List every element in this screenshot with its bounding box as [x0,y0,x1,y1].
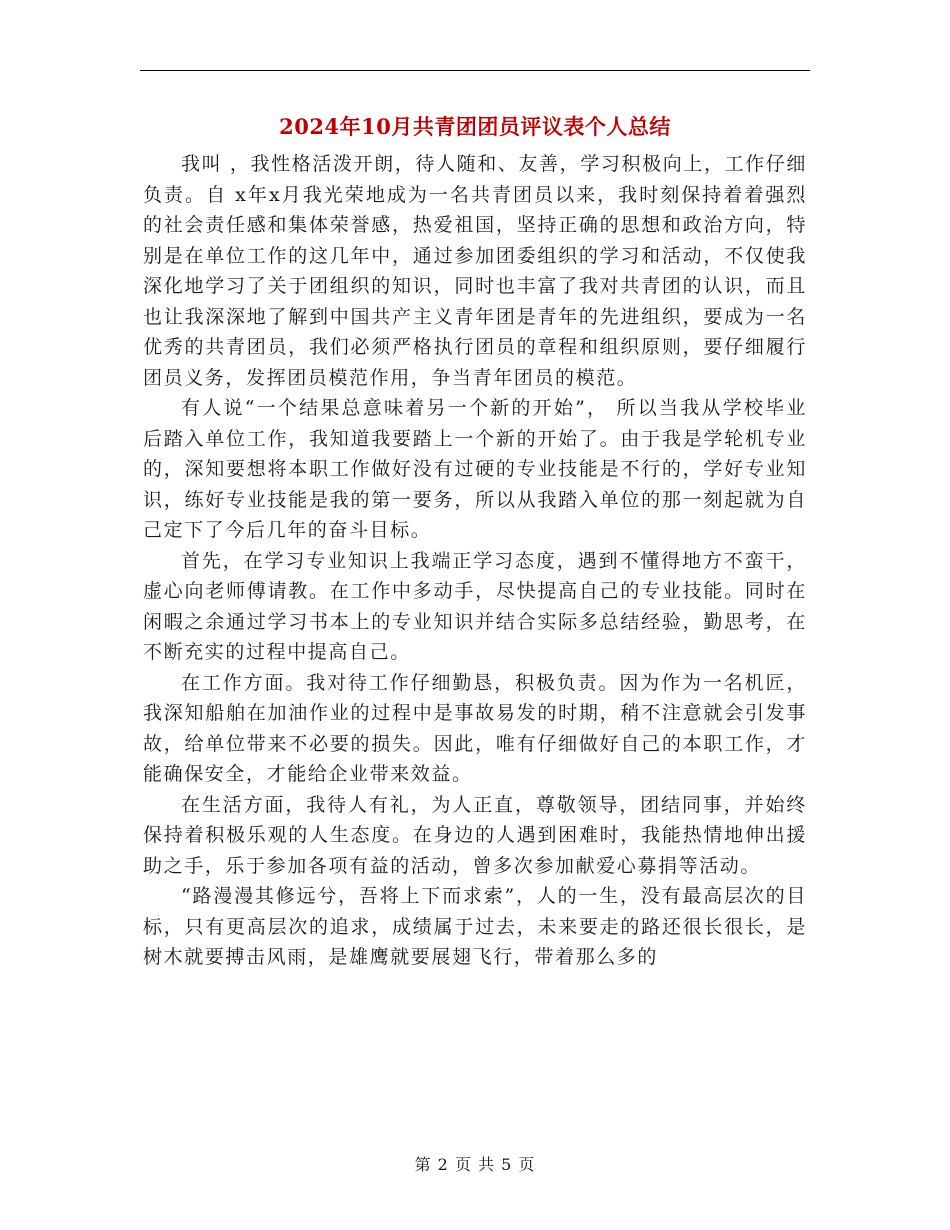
paragraph-new-start: 有人说“一个结果总意味着另一个新的开始”， 所以当我从学校毕业后踏入单位工作，我知道我要踏上一个新的开始了。由于我是学轮机专业的，深知要想将本职工作做好没有过硬的专业技能是不行的，学好专业知识，练好专业技能是我的第一要务，所以从我踏入单位的那一刻起就为自己定下了今后几年的奋斗目标。 [143,397,807,541]
paragraph-intro: 我叫 ，我性格活泼开朗，待人随和、友善，学习积极向上，工作仔细负责。自 x年x月我光荣地成为一名共青团员以来，我时刻保持着着强烈的社会责任感和集体荣誉感，热爱祖国，坚持正确的思想和政治方向，特别是在单位工作的这几年中，通过参加团委组织的学习和活动，不仅使我深化地学习了关于团组织的知识，同时也丰富了我对共青团的认识，而且也让我深深地了解到中国共产主义青年团是青年的先进组织，要成为一名优秀的共青团员，我们必须严格执行团员的章程和组织原则，要仔细履行团员义务，发挥团员模范作用，争当青年团员的模范。 [143,153,807,389]
paragraph-closing: “路漫漫其修远兮，吾将上下而求索”，人的一生，没有最高层次的目标，只有更高层次的追求，成绩属于过去，未来要走的路还很长很长，是树木就要搏击风雨，是雄鹰就要展翅飞行，带着那么多的 [143,885,807,968]
document-body [143,149,807,973]
page-number: 第 2 页 共 5 页 [414,1155,536,1174]
header-rule [140,70,810,71]
paragraph-life: 在生活方面，我待人有礼，为人正直，尊敬领导，团结同事，并始终保持着积极乐观的人生态度。在身边的人遇到困难时，我能热情地伸出援助之手，乐于参加各项有益的活动，曾多次参加献爱心募捐等活动。 [143,793,807,877]
paragraph-study: 首先，在学习专业知识上我端正学习态度，遇到不懂得地方不蛮干，虚心向老师傅请教。在工作中多动手，尽快提高自己的专业技能。同时在闲暇之余通过学习书本上的专业知识并结合实际多总结经验，勤思考，在不断充实的过程中提高自己。 [143,549,807,663]
paragraph-work: 在工作方面。我对待工作仔细勤恳，积极负责。因为作为一名机匠，我深知船舶在加油作业的过程中是事故易发的时期，稍不注意就会引发事故，给单位带来不必要的损失。因此，唯有仔细做好自己的本职工作，才能确保安全，才能给企业带来效益。 [143,671,807,785]
document-title: 2024年10月共青团团员评议表个人总结 [279,114,671,139]
